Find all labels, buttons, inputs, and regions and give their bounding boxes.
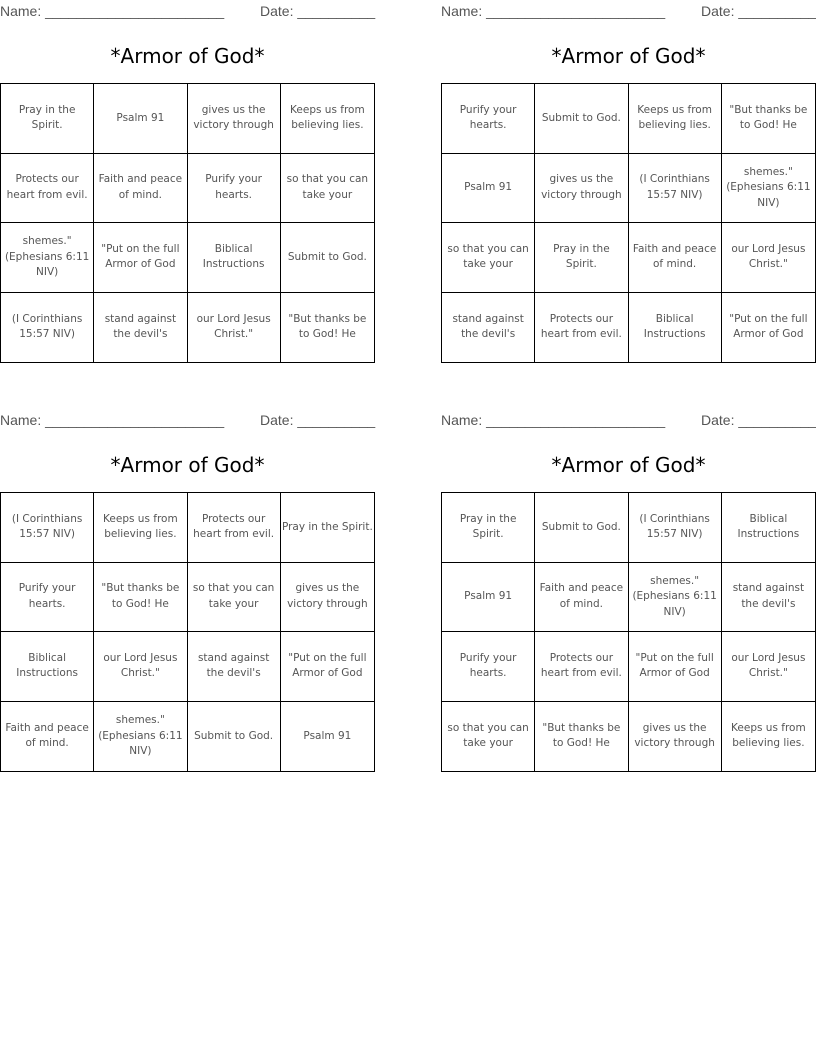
bingo-cell: our Lord Jesus Christ." [722, 632, 815, 702]
bingo-cell: Protects our heart from evil. [1, 154, 94, 224]
bingo-cell: "Put on the full Armor of God [94, 223, 187, 293]
bingo-cell: "But thanks be to God! He [94, 563, 187, 633]
bingo-cell: "But thanks be to God! He [288, 312, 367, 341]
bingo-cell: Keeps us from believing lies. [731, 721, 806, 750]
bingo-cell: shemes." (Ephesians 6:11 NIV) [629, 563, 722, 633]
bingo-cell: stand against the devil's [188, 632, 281, 702]
bingo-cell: Purify your hearts. [1, 563, 94, 633]
bingo-cell: Protects our heart from evil. [535, 293, 628, 363]
bingo-cell: Purify your hearts. [442, 84, 535, 154]
bingo-card [0, 0, 375, 375]
bingo-cell: Submit to God. [535, 84, 628, 154]
bingo-cell: "Put on the full Armor of God [729, 312, 808, 341]
name-field-label: Name: _______________________ [441, 3, 666, 19]
bingo-cell: (I Corinthians 15:57 NIV) [1, 293, 94, 363]
bingo-cell: Biblical Instructions [188, 223, 281, 293]
bingo-cell: Psalm 91 [442, 563, 535, 633]
bingo-cell: Faith and peace of mind. [1, 702, 94, 772]
bingo-card [441, 409, 816, 784]
bingo-grid [0, 492, 375, 772]
bingo-cell: Psalm 91 [303, 729, 352, 742]
bingo-cell: Faith and peace of mind. [629, 223, 722, 293]
bingo-grid [441, 83, 816, 363]
bingo-cell: gives us the victory through [535, 154, 628, 224]
bingo-card [0, 409, 375, 784]
date-field-label: Date: __________ [701, 3, 816, 19]
name-field-label: Name: _______________________ [0, 412, 225, 428]
bingo-cell: Purify your hearts. [442, 632, 535, 702]
bingo-cell: Keeps us from believing lies. [281, 84, 374, 154]
bingo-cell: Submit to God. [281, 223, 374, 293]
bingo-cell: Faith and peace of mind. [94, 154, 187, 224]
bingo-cell: Purify your hearts. [188, 154, 281, 224]
bingo-cell: gives us the victory through [629, 702, 722, 772]
bingo-cell: gives us the victory through [188, 84, 281, 154]
bingo-cell: Psalm 91 [94, 84, 187, 154]
bingo-cell: stand against the devil's [442, 293, 535, 363]
bingo-cell: "But thanks be to God! He [535, 702, 628, 772]
bingo-cell: Pray in the Spirit. [1, 84, 94, 154]
bingo-cell: Biblical Instructions [722, 493, 815, 563]
bingo-cell: so that you can take your [281, 154, 374, 224]
bingo-cell: shemes." (Ephesians 6:11 NIV) [1, 223, 94, 293]
bingo-cell: shemes." (Ephesians 6:11 NIV) [722, 154, 815, 224]
bingo-cell: our Lord Jesus Christ." [94, 632, 187, 702]
bingo-cell: gives us the victory through [281, 563, 374, 633]
bingo-cell: our Lord Jesus Christ." [722, 223, 815, 293]
date-field-label: Date: __________ [260, 3, 376, 19]
name-field-label: Name: _______________________ [441, 412, 666, 428]
bingo-cell: so that you can take your [442, 223, 535, 293]
bingo-cell: Protects our heart from evil. [188, 493, 281, 563]
bingo-cell: Keeps us from believing lies. [629, 84, 722, 154]
bingo-cell: (I Corinthians 15:57 NIV) [629, 493, 722, 563]
bingo-cell: Pray in the Spirit. [281, 493, 374, 563]
card-title: *Armor of God* [110, 44, 265, 68]
bingo-cell: shemes." (Ephesians 6:11 NIV) [94, 702, 187, 772]
bingo-grid [0, 83, 375, 363]
bingo-cell: Protects our heart from evil. [535, 632, 628, 702]
bingo-cell: "Put on the full Armor of God [629, 632, 722, 702]
bingo-cell: Submit to God. [188, 702, 281, 772]
bingo-cell: so that you can take your [442, 702, 535, 772]
bingo-cell: Psalm 91 [442, 154, 535, 224]
bingo-cell: (I Corinthians 15:57 NIV) [1, 493, 94, 563]
bingo-cell: Faith and peace of mind. [535, 563, 628, 633]
bingo-cell: Biblical Instructions [1, 632, 94, 702]
name-field-label: Name: _______________________ [0, 3, 225, 19]
bingo-cell: so that you can take your [188, 563, 281, 633]
bingo-grid [441, 492, 816, 772]
bingo-cell: stand against the devil's [94, 293, 187, 363]
bingo-cell: Pray in the Spirit. [535, 223, 628, 293]
card-title: *Armor of God* [110, 453, 265, 477]
card-title: *Armor of God* [551, 44, 706, 68]
bingo-cell: stand against the devil's [722, 563, 815, 633]
bingo-cell: "Put on the full Armor of God [281, 632, 374, 702]
bingo-cell: our Lord Jesus Christ." [188, 293, 281, 363]
bingo-card [441, 0, 816, 375]
bingo-cell: Keeps us from believing lies. [94, 493, 187, 563]
bingo-cell: Pray in the Spirit. [442, 493, 535, 563]
bingo-cell: (I Corinthians 15:57 NIV) [629, 154, 722, 224]
date-field-label: Date: __________ [260, 412, 376, 428]
bingo-cell: "But thanks be to God! He [722, 84, 815, 154]
date-field-label: Date: __________ [701, 412, 816, 428]
card-title: *Armor of God* [551, 453, 706, 477]
bingo-cell: Submit to God. [535, 493, 628, 563]
bingo-cell: Biblical Instructions [629, 293, 722, 363]
